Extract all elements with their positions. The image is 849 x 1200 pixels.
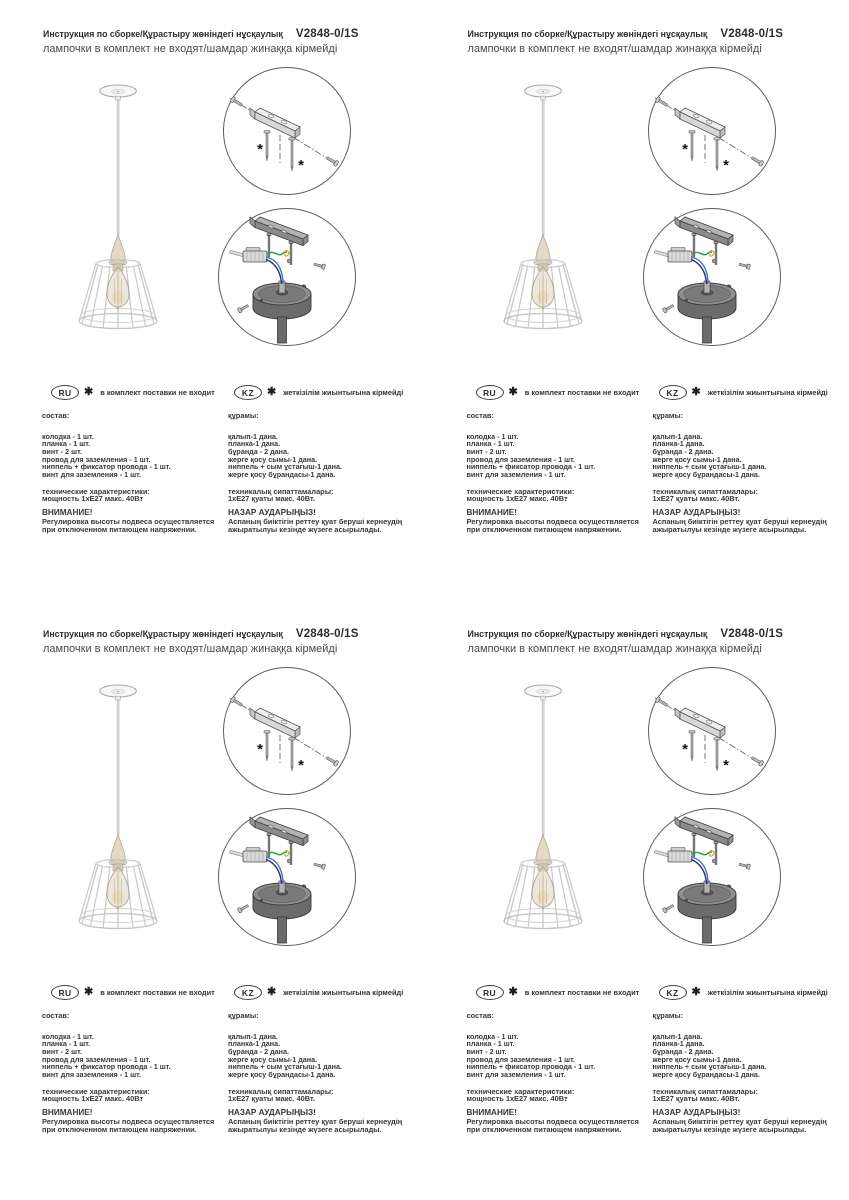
pendant-lamp-illustration — [503, 83, 587, 333]
filament-bulb — [107, 267, 129, 310]
kz-parts-list — [653, 1033, 839, 1079]
list-item: қалып-1 дана. — [228, 1031, 278, 1041]
not-included-marker: * — [298, 157, 304, 174]
kz-specs-value: 1хЕ27 қуаты макс. 40Вт. — [228, 494, 316, 504]
list-item: ниппель + фиксатор провода - 1 шт. — [466, 462, 596, 472]
small-nut — [712, 259, 716, 263]
ru-specs-value: мощность 1хЕ27 макс. 40Вт — [42, 1094, 144, 1104]
model-number: V2848-0/1S — [295, 28, 359, 40]
canopy-wiring-diagram — [217, 207, 357, 347]
ru-badge: RU — [476, 385, 504, 400]
list-item: жерге қосу бұрандасы-1 дана. — [228, 1070, 336, 1080]
list-item: ниппель + сым ұстағыш-1 дана. — [228, 1062, 342, 1072]
model-number: V2848-0/1S — [720, 28, 784, 40]
list-item: винт - 2 шт. — [42, 446, 82, 456]
list-item: жерге қосу бұрандасы-1 дана. — [228, 470, 336, 480]
ru-specs-title: технические характеристики: — [42, 1086, 150, 1096]
kz-warning-line: ажыратылуы кезінде жүзеге асырылады. — [652, 1124, 807, 1134]
list-item: планка-1 дана. — [652, 1039, 705, 1049]
ceiling-canopy — [100, 685, 137, 700]
list-item: провод для заземления - 1 шт. — [42, 1054, 151, 1064]
list-item: қалып-1 дана. — [652, 431, 703, 441]
canopy-stem — [278, 917, 287, 943]
canopy-dish — [253, 881, 311, 943]
kz-language-row — [659, 385, 828, 400]
ru-column — [42, 1011, 228, 1134]
side-screw-right — [738, 262, 750, 270]
ru-parts-list — [42, 1033, 228, 1079]
kz-column — [228, 1011, 414, 1134]
long-screw-right — [289, 138, 295, 172]
pendant-lamp-illustration — [78, 683, 162, 933]
not-included-marker: * — [257, 141, 263, 158]
mounting-bracket — [675, 108, 725, 138]
ru-specs-title: технические характеристики: — [466, 1086, 575, 1096]
list-item: ниппель + сым ұстағыш-1 дана. — [652, 462, 767, 472]
filament-bulb — [107, 867, 129, 910]
ru-warning-line: при отключенном питающем напряжении. — [42, 1124, 197, 1134]
suspension-cord — [542, 700, 544, 835]
ru-specs-title: технические характеристики: — [466, 486, 575, 496]
list-item: винт для заземления - 1 шт. — [42, 470, 141, 480]
ru-column — [467, 1011, 653, 1134]
ru-warning-line: при отключенном питающем напряжении. — [466, 524, 622, 534]
wooden-cone — [534, 235, 552, 271]
wooden-cone — [109, 835, 127, 871]
suspension-cord — [117, 100, 119, 235]
list-item: винт для заземления - 1 шт. — [466, 470, 566, 480]
mounting-bracket — [250, 108, 300, 138]
asterisk-icon: ✱ — [691, 986, 701, 998]
list-item: ниппель + фиксатор провода - 1 шт. — [42, 1062, 171, 1072]
small-nut — [712, 859, 716, 863]
list-item: провод для заземления - 1 шт. — [42, 454, 151, 464]
ru-badge: RU — [476, 985, 504, 1000]
canopy-wiring-diagram — [642, 207, 782, 347]
list-item: бұранда - 2 дана. — [228, 1046, 290, 1056]
sheet-header — [468, 28, 784, 55]
list-item: колодка - 1 шт. — [42, 431, 94, 441]
ru-warning-title: ВНИМАНИЕ! — [466, 507, 517, 517]
kz-warning-line: ажыратылуы кезінде жүзеге асырылады. — [228, 1124, 382, 1134]
sheet-header — [43, 28, 359, 55]
kz-column — [653, 1011, 839, 1134]
ru-not-included-note: в комплект поставки не входит — [100, 388, 215, 397]
ru-list-title: состав: — [42, 1011, 70, 1020]
kz-badge: KZ — [234, 985, 262, 1000]
side-screw-left — [237, 303, 249, 313]
kz-warning-line: ажыратылуы кезінде жүзеге асырылады. — [652, 524, 807, 534]
ru-warning-line: Регулировка высоты подвеса осуществляется — [42, 1116, 215, 1126]
suspension-cord — [542, 100, 544, 235]
terminal-block — [231, 848, 267, 863]
ru-badge: RU — [51, 985, 79, 1000]
ru-list-title: состав: — [466, 1011, 494, 1020]
ru-list-title: состав: — [42, 411, 70, 420]
kz-badge: KZ — [234, 385, 262, 400]
instruction-title: Инструкция по сборке/Құрастыру жөніндегі нұсқаулық — [43, 29, 283, 39]
kz-column — [228, 411, 414, 534]
canopy-wiring-diagram — [642, 807, 782, 947]
kz-list-title: құрамы: — [228, 1011, 259, 1020]
instruction-title: Инструкция по сборке/Құрастыру жөніндегі нұсқаулық — [467, 629, 708, 639]
list-item: жерге қосу бұрандасы-1 дана. — [652, 470, 760, 480]
ru-warning-line: при отключенном питающем напряжении. — [466, 1124, 622, 1134]
side-screw-right — [314, 862, 326, 870]
not-included-marker: * — [722, 757, 729, 774]
list-item: колодка - 1 шт. — [466, 1031, 519, 1041]
ru-specs-value: мощность 1хЕ27 макс. 40Вт — [466, 494, 568, 504]
not-included-marker: * — [681, 741, 688, 758]
kz-specs — [653, 1088, 839, 1103]
not-included-marker: * — [681, 141, 688, 158]
ru-column — [42, 411, 228, 534]
ru-parts-list — [467, 1033, 653, 1079]
ru-warning-line: при отключенном питающем напряжении. — [42, 524, 197, 534]
kz-specs-value: 1хЕ27 қуаты макс. 40Вт. — [228, 1094, 316, 1104]
list-item: планка - 1 шт. — [42, 1039, 91, 1049]
asterisk-icon: ✱ — [84, 386, 94, 398]
canopy-dish — [253, 281, 311, 343]
side-screw-right — [314, 262, 326, 270]
kz-not-included-note: жеткізілім жиынтығына кірмейді — [283, 388, 404, 397]
axis-screw-right — [326, 755, 339, 766]
kz-specs — [228, 488, 414, 503]
instruction-title: Инструкция по сборке/Құрастыру жөніндегі нұсқаулық — [467, 29, 708, 39]
ru-language-row — [476, 985, 640, 1000]
kz-badge: KZ — [659, 985, 687, 1000]
ru-warning — [467, 508, 653, 535]
kz-not-included-note: жеткізілім жиынтығына кірмейді — [707, 388, 828, 397]
canopy-stem — [278, 317, 287, 343]
list-item: бұранда - 2 дана. — [652, 446, 714, 456]
ru-specs-value: мощность 1хЕ27 макс. 40Вт — [42, 494, 144, 504]
list-item: планка-1 дана. — [228, 1039, 281, 1049]
kz-specs-title: техникалық сипаттамалары: — [652, 486, 758, 496]
mounting-bracket-diagram — [222, 666, 352, 796]
kz-list-title: құрамы: — [652, 1011, 684, 1020]
list-item: қалып-1 дана. — [228, 431, 278, 441]
list-item: винт - 2 шт. — [42, 1046, 82, 1056]
list-item: винт для заземления - 1 шт. — [42, 1070, 141, 1080]
ceiling-canopy — [524, 85, 561, 100]
model-number: V2848-0/1S — [295, 628, 359, 640]
kz-warning-line: Аспаның биіктігін реттеу қуат беруші кернеудің — [652, 1116, 827, 1126]
canopy-wiring-diagram — [217, 807, 357, 947]
axis-screw-left — [230, 97, 243, 108]
kz-warning-line: ажыратылуы кезінде жүзеге асырылады. — [228, 524, 382, 534]
kz-specs — [228, 1088, 414, 1103]
mounting-bracket-diagram — [647, 66, 777, 196]
kz-specs-value: 1хЕ27 қуаты макс. 40Вт. — [652, 1094, 740, 1104]
ru-warning — [42, 1108, 228, 1135]
kz-warning-line: Аспаның биіктігін реттеу қуат беруші кернеудің — [228, 516, 403, 526]
ru-badge: RU — [51, 385, 79, 400]
kz-specs-title: техникалық сипаттамалары: — [228, 486, 334, 496]
not-included-marker: * — [722, 157, 729, 174]
long-screw-left — [689, 731, 695, 762]
list-item: жерге қосу бұрандасы-1 дана. — [652, 1070, 760, 1080]
axis-screw-right — [750, 755, 763, 766]
terminal-block — [656, 848, 692, 863]
kz-language-row — [234, 985, 403, 1000]
side-screw-right — [738, 862, 750, 870]
side-screw-left — [237, 903, 249, 913]
list-item: колодка - 1 шт. — [42, 1031, 94, 1041]
ceiling-canopy — [524, 685, 561, 700]
ru-language-row — [51, 985, 215, 1000]
ru-warning-title: ВНИМАНИЕ! — [42, 1107, 93, 1117]
kz-language-row — [659, 985, 828, 1000]
not-included-marker: * — [298, 757, 304, 774]
kz-warning-title: НАЗАР АУДАРЫҢЫЗ! — [652, 1107, 741, 1117]
list-item: провод для заземления - 1 шт. — [466, 454, 576, 464]
side-screw-left — [662, 303, 674, 313]
wooden-cone — [534, 835, 552, 871]
ru-specs — [467, 1088, 653, 1103]
kz-badge: KZ — [659, 385, 687, 400]
model-number: V2848-0/1S — [720, 628, 784, 640]
axis-screw-left — [655, 697, 668, 708]
list-item: планка-1 дана. — [652, 439, 705, 449]
list-item: бұранда - 2 дана. — [652, 1046, 714, 1056]
kz-parts-list — [228, 433, 414, 479]
instruction-sheet — [425, 600, 849, 1200]
list-item: планка - 1 шт. — [466, 439, 515, 449]
wooden-cone — [109, 235, 127, 271]
asterisk-icon: ✱ — [267, 386, 277, 398]
kz-list-title: құрамы: — [228, 411, 259, 420]
list-item: ниппель + фиксатор провода - 1 шт. — [42, 462, 171, 472]
asterisk-icon: ✱ — [267, 986, 277, 998]
kz-parts-list — [228, 1033, 414, 1079]
long-screw-right — [714, 138, 720, 172]
phase-wire — [691, 260, 707, 285]
ceiling-canopy — [100, 85, 137, 100]
axis-screw-left — [655, 97, 668, 108]
ru-warning-line: Регулировка высоты подвеса осуществляется — [466, 516, 639, 526]
kz-list-title: құрамы: — [652, 411, 684, 420]
canopy-dish — [678, 281, 736, 343]
phase-wire — [266, 860, 282, 885]
long-screw-left — [264, 131, 270, 162]
sheet-header — [43, 628, 359, 655]
kz-warning-line: Аспаның биіктігін реттеу қуат беруші кернеудің — [228, 1116, 403, 1126]
phase-wire — [266, 260, 282, 285]
ru-specs — [42, 488, 228, 503]
kz-warning-title: НАЗАР АУДАРЫҢЫЗ! — [652, 507, 741, 517]
list-item: бұранда - 2 дана. — [228, 446, 290, 456]
instruction-sheet — [0, 600, 425, 1200]
ru-language-row — [476, 385, 640, 400]
axis-screw-right — [326, 155, 339, 166]
ru-warning-title: ВНИМАНИЕ! — [42, 507, 93, 517]
side-screw-left — [662, 903, 674, 913]
axis-screw-right — [750, 155, 763, 166]
list-item: жерге қосу сымы-1 дана. — [652, 1054, 742, 1064]
ru-not-included-note: в комплект поставки не входит — [524, 988, 640, 997]
list-item: провод для заземления - 1 шт. — [466, 1054, 576, 1064]
instruction-subtitle: лампочки в комплект не входят/шамдар жинаққа кірмейді — [467, 42, 762, 55]
ru-not-included-note: в комплект поставки не входит — [100, 988, 215, 997]
kz-warning — [653, 508, 839, 535]
list-item: жерге қосу сымы-1 дана. — [652, 454, 742, 464]
kz-warning — [228, 1108, 414, 1135]
ru-warning-line: Регулировка высоты подвеса осуществляется — [42, 516, 215, 526]
kz-specs-value: 1хЕ27 қуаты макс. 40Вт. — [652, 494, 740, 504]
list-item: жерге қосу сымы-1 дана. — [228, 1054, 318, 1064]
kz-not-included-note: жеткізілім жиынтығына кірмейді — [283, 988, 404, 997]
list-item: планка-1 дана. — [228, 439, 281, 449]
asterisk-icon: ✱ — [84, 986, 94, 998]
kz-specs — [653, 488, 839, 503]
kz-column — [653, 411, 839, 534]
list-item: винт для заземления - 1 шт. — [466, 1070, 566, 1080]
canopy-stem — [702, 917, 711, 943]
list-item: ниппель + фиксатор провода - 1 шт. — [466, 1062, 596, 1072]
kz-not-included-note: жеткізілім жиынтығына кірмейді — [707, 988, 828, 997]
asterisk-icon: ✱ — [508, 986, 518, 998]
instruction-subtitle: лампочки в комплект не входят/шамдар жинаққа кірмейді — [467, 642, 762, 655]
asterisk-icon: ✱ — [691, 386, 701, 398]
instruction-subtitle: лампочки в комплект не входят/шамдар жинаққа кірмейді — [43, 642, 338, 655]
list-item: жерге қосу сымы-1 дана. — [228, 454, 318, 464]
list-item: қалып-1 дана. — [652, 1031, 703, 1041]
terminal-block — [231, 248, 267, 263]
list-item: колодка - 1 шт. — [466, 431, 519, 441]
asterisk-icon: ✱ — [508, 386, 518, 398]
ru-parts-list — [42, 433, 228, 479]
kz-warning — [228, 508, 414, 535]
sheet-header — [468, 628, 784, 655]
instruction-sheet — [0, 0, 425, 600]
kz-language-row — [234, 385, 403, 400]
ru-warning — [467, 1108, 653, 1135]
ru-parts-list — [467, 433, 653, 479]
ru-warning — [42, 508, 228, 535]
terminal-block — [656, 248, 692, 263]
kz-warning-title: НАЗАР АУДАРЫҢЫЗ! — [228, 1107, 316, 1117]
long-screw-right — [714, 738, 720, 772]
canopy-stem — [702, 317, 711, 343]
long-screw-right — [289, 738, 295, 772]
ru-list-title: состав: — [466, 411, 494, 420]
long-screw-left — [689, 131, 695, 162]
mounting-bracket — [250, 708, 300, 738]
kz-parts-list — [653, 433, 839, 479]
ru-specs — [467, 488, 653, 503]
list-item: ниппель + сым ұстағыш-1 дана. — [652, 1062, 767, 1072]
list-item: ниппель + сым ұстағыш-1 дана. — [228, 462, 342, 472]
list-item: планка - 1 шт. — [466, 1039, 515, 1049]
kz-specs-title: техникалық сипаттамалары: — [228, 1086, 334, 1096]
kz-warning — [653, 1108, 839, 1135]
ru-specs-title: технические характеристики: — [42, 486, 150, 496]
list-item: планка - 1 шт. — [42, 439, 91, 449]
list-item: винт - 2 шт. — [466, 1046, 507, 1056]
mounting-bracket — [675, 708, 725, 738]
ru-warning-title: ВНИМАНИЕ! — [466, 1107, 517, 1117]
small-nut — [287, 859, 291, 863]
kz-specs-title: техникалық сипаттамалары: — [652, 1086, 758, 1096]
ru-specs-value: мощность 1хЕ27 макс. 40Вт — [466, 1094, 568, 1104]
instruction-sheet — [425, 0, 849, 600]
ru-column — [467, 411, 653, 534]
list-item: винт - 2 шт. — [466, 446, 507, 456]
phase-wire — [691, 860, 707, 885]
long-screw-left — [264, 731, 270, 762]
axis-screw-left — [230, 697, 243, 708]
ru-specs — [42, 1088, 228, 1103]
not-included-marker: * — [257, 741, 263, 758]
ru-warning-line: Регулировка высоты подвеса осуществляется — [466, 1116, 639, 1126]
ru-language-row — [51, 385, 215, 400]
pendant-lamp-illustration — [78, 83, 162, 333]
mounting-bracket-diagram — [222, 66, 352, 196]
kz-warning-title: НАЗАР АУДАРЫҢЫЗ! — [228, 507, 316, 517]
kz-warning-line: Аспаның биіктігін реттеу қуат беруші кернеудің — [652, 516, 827, 526]
ru-not-included-note: в комплект поставки не входит — [524, 388, 640, 397]
filament-bulb — [532, 267, 554, 310]
canopy-dish — [678, 881, 736, 943]
instruction-title: Инструкция по сборке/Құрастыру жөніндегі нұсқаулық — [43, 629, 283, 639]
suspension-cord — [117, 700, 119, 835]
pendant-lamp-illustration — [503, 683, 587, 933]
small-nut — [287, 259, 291, 263]
instruction-subtitle: лампочки в комплект не входят/шамдар жинаққа кірмейді — [43, 42, 338, 55]
mounting-bracket-diagram — [647, 666, 777, 796]
filament-bulb — [532, 867, 554, 910]
